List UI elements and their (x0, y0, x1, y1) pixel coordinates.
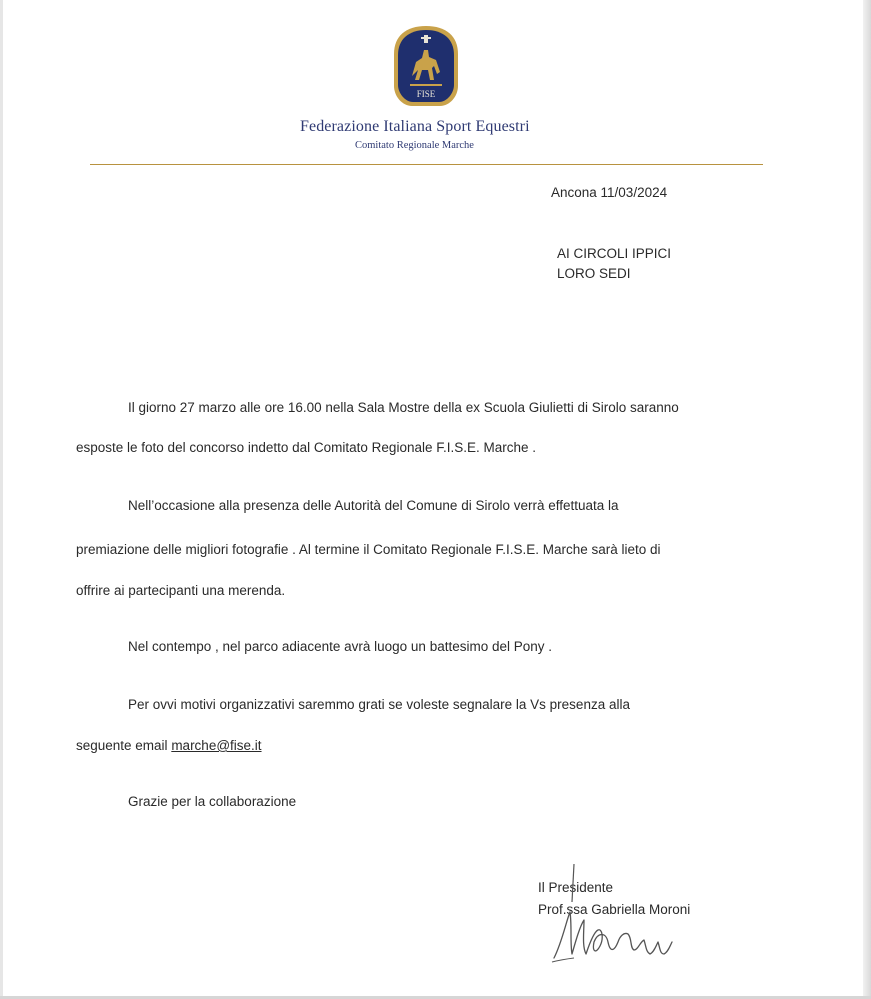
fise-logo-icon (388, 24, 464, 108)
scan-edge-right (863, 0, 871, 999)
email-link[interactable]: marche@fise.it (171, 738, 262, 753)
paragraph-line: Il giorno 27 marzo alle ore 16.00 nella Sala Mostre della ex Scuola Giulietti di Sirolo saranno (128, 400, 679, 415)
organization-subtitle: Comitato Regionale Marche (355, 140, 474, 151)
organization-name: Federazione Italiana Sport Equestri (300, 118, 530, 135)
header-divider (90, 164, 763, 165)
email-prefix: seguente email (76, 738, 172, 753)
recipient-line: LORO SEDI (557, 266, 631, 281)
paragraph-line (76, 738, 262, 753)
recipient-block (557, 244, 671, 284)
paragraph-line: offrire ai partecipanti una merenda. (76, 583, 286, 598)
paragraph-line: Nel contempo , nel parco adiacente avrà luogo un battesimo del Pony . (128, 639, 553, 654)
paragraph-line: premiazione delle migliori fotografie . Al termine il Comitato Regionale F.I.S.E. Marche sarà lieto di (76, 542, 661, 557)
scan-edge-left (0, 0, 3, 999)
paragraph-line: Per ovvi motivi organizzativi saremmo grati se voleste segnalare la Vs presenza alla (128, 697, 630, 712)
letter-date: Ancona 11/03/2024 (551, 185, 668, 200)
paragraph-line: esposte le foto del concorso indetto dal Comitato Regionale F.I.S.E. Marche . (76, 440, 537, 455)
signatory-name: Prof.ssa Gabriella Moroni (538, 902, 691, 917)
handwritten-signature-icon (540, 862, 690, 972)
signatory-title: Il Presidente (538, 880, 614, 895)
paragraph-line: Grazie per la collaborazione (128, 794, 297, 809)
recipient-line: AI CIRCOLI IPPICI (557, 246, 672, 261)
logo-text: FISE (416, 89, 436, 99)
paragraph-line: Nell’occasione alla presenza delle Autorità del Comune di Sirolo verrà effettuata la (128, 498, 619, 513)
